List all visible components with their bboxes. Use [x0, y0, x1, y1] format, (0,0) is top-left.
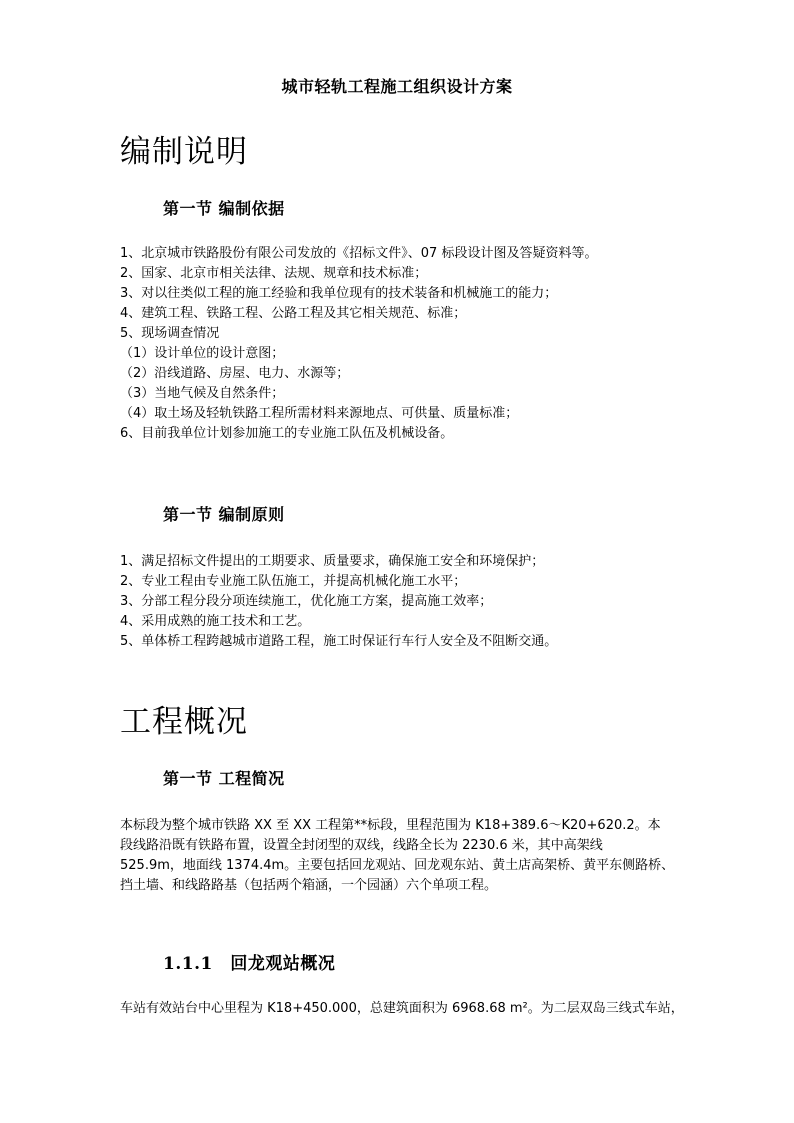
list-item: 1、满足招标文件提出的工期要求、质量要求，确保施工安全和环境保护； [120, 554, 545, 569]
subsection-heading-huilongguan-station: 1.1.1 回龙观站概况 [163, 954, 336, 974]
compilation-principles-list [120, 552, 557, 652]
list-item: 1、北京城市铁路股份有限公司发放的《招标文件》、07 标段设计图及答疑资料等。 [120, 246, 598, 261]
chapter-heading-compilation-notes: 编制说明 [120, 134, 248, 170]
paragraph-line: 525.9m，地面线 1374.4m。主要包括回龙观站、回龙观东站、黄土店高架桥、黄平东侧路桥、 [120, 858, 675, 873]
paragraph-line: 本标段为整个城市铁路 XX 至 XX 工程第**标段，里程范围为 K18+389.6～K20+620.2。本 [120, 818, 661, 833]
list-item: 4、采用成熟的施工技术和工艺。 [120, 614, 311, 629]
list-item: 2、国家、北京市相关法律、法规、规章和技术标准； [120, 266, 428, 281]
list-item: （2）沿线道路、房屋、电力、水源等； [120, 366, 350, 381]
chapter-heading-project-overview: 工程概况 [120, 704, 248, 740]
list-item: （1）设计单位的设计意图； [120, 346, 285, 361]
paragraph-line: 段线路沿既有铁路布置，设置全封闭型的双线，线路全长为 2230.6 米，其中高架线 [120, 838, 603, 853]
list-item: 4、建筑工程、铁路工程、公路工程及其它相关规范、标准； [120, 306, 467, 321]
list-item: 5、单体桥工程跨越城市道路工程，施工时保证行车行人安全及不阻断交通。 [120, 634, 558, 649]
list-item: 3、对以往类似工程的施工经验和我单位现有的技术装备和机械施工的能力； [120, 286, 558, 301]
compilation-basis-list [120, 244, 597, 444]
paragraph-line: 挡土墙、和线路路基（包括两个箱涵，一个园涵）六个单项工程。 [120, 878, 498, 893]
section-heading-project-summary: 第一节 工程简况 [163, 769, 285, 788]
list-item: 2、专业工程由专业施工队伍施工，并提高机械化施工水平； [120, 574, 467, 589]
huilongguan-station-paragraph [120, 999, 684, 1019]
list-item: （4）取土场及轻轨铁路工程所需材料来源地点、可供量、质量标准； [120, 406, 519, 421]
section-heading-compilation-basis: 第一节 编制依据 [163, 199, 285, 218]
list-item: 3、分部工程分段分项连续施工，优化施工方案，提高施工效率； [120, 594, 493, 609]
project-summary-paragraph [120, 816, 680, 896]
section-heading-compilation-principles: 第一节 编制原则 [163, 505, 285, 524]
paragraph-line: 车站有效站台中心里程为 K18+450.000，总建筑面积为 6968.68 m²。为二层双岛三线式车站， [120, 1001, 684, 1016]
list-item: 5、现场调查情况 [120, 326, 220, 341]
list-item: （3）当地气候及自然条件； [120, 386, 285, 401]
document-title: 城市轻轨工程施工组织设计方案 [281, 77, 513, 96]
list-item: 6、目前我单位计划参加施工的专业施工队伍及机械设备。 [120, 426, 454, 441]
